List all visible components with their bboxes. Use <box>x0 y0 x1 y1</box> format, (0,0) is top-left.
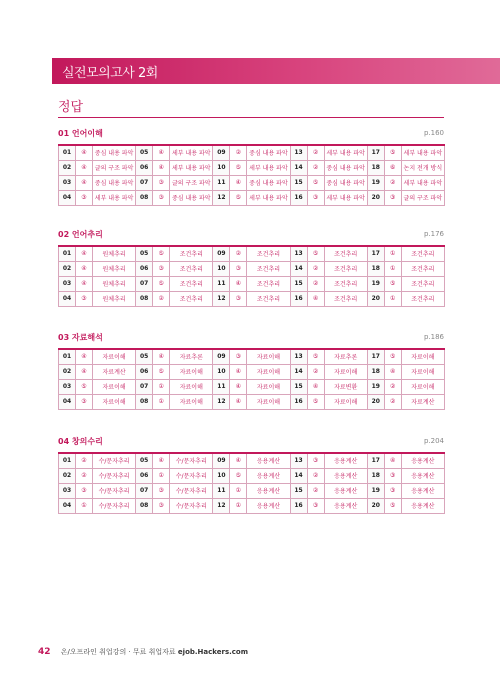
answer-choice: ⑤ <box>153 364 170 379</box>
question-number: 15 <box>290 276 307 291</box>
question-type: 응용계산 <box>401 498 444 513</box>
question-number: 04 <box>59 190 76 205</box>
answer-choice: ③ <box>76 394 93 409</box>
answer-choice: ① <box>76 498 93 513</box>
answer-choice: ② <box>307 145 324 160</box>
question-number: 06 <box>136 160 153 175</box>
answer-choice: ④ <box>153 349 170 364</box>
question-number: 03 <box>59 483 76 498</box>
answer-choice: ③ <box>384 468 401 483</box>
question-number: 11 <box>213 379 230 394</box>
answer-choice: ② <box>230 246 247 261</box>
answer-choice: ③ <box>76 291 93 306</box>
question-number: 13 <box>290 145 307 160</box>
question-number: 17 <box>367 453 384 468</box>
question-number: 18 <box>367 261 384 276</box>
section-creative-math <box>58 436 444 514</box>
question-number: 19 <box>367 175 384 190</box>
section-page-ref: p.186 <box>423 333 444 341</box>
question-type: 응용계산 <box>324 468 367 483</box>
question-type: 조건추리 <box>401 246 444 261</box>
answer-choice: ⑤ <box>307 246 324 261</box>
answer-choice: ④ <box>76 175 93 190</box>
table-row <box>59 468 445 483</box>
question-number: 11 <box>213 276 230 291</box>
answer-choice: ④ <box>76 276 93 291</box>
question-type: 조건추리 <box>401 261 444 276</box>
banner-title: 실전모의고사 2회 <box>62 66 158 81</box>
question-type: 조건추리 <box>170 246 213 261</box>
answer-choice: ① <box>230 483 247 498</box>
question-type: 자료이해 <box>401 349 444 364</box>
answer-table <box>58 245 445 307</box>
table-row <box>59 175 445 190</box>
question-number: 04 <box>59 498 76 513</box>
question-number: 11 <box>213 483 230 498</box>
question-number: 20 <box>367 190 384 205</box>
question-number: 14 <box>290 160 307 175</box>
answer-choice: ④ <box>76 160 93 175</box>
answer-choice: ⑤ <box>384 349 401 364</box>
question-number: 03 <box>59 276 76 291</box>
answer-choice: ④ <box>384 364 401 379</box>
question-number: 20 <box>367 394 384 409</box>
question-number: 17 <box>367 145 384 160</box>
question-type: 글의 구조 파악 <box>401 190 444 205</box>
question-number: 01 <box>59 246 76 261</box>
question-type: 응용계산 <box>247 498 290 513</box>
question-type: 자료이해 <box>170 379 213 394</box>
question-number: 16 <box>290 498 307 513</box>
section-data-interpretation <box>58 332 444 410</box>
question-type: 중심 내용 파악 <box>93 145 136 160</box>
question-type: 응용계산 <box>401 468 444 483</box>
answer-choice: ② <box>384 379 401 394</box>
question-number: 02 <box>59 468 76 483</box>
answer-choice: ④ <box>153 453 170 468</box>
question-type: 조건추리 <box>170 261 213 276</box>
question-number: 10 <box>213 160 230 175</box>
question-type: 조건추리 <box>324 246 367 261</box>
question-type: 원체추리 <box>93 276 136 291</box>
question-type: 조건추리 <box>170 276 213 291</box>
question-type: 자료이해 <box>93 349 136 364</box>
question-number: 17 <box>367 349 384 364</box>
question-number: 04 <box>59 291 76 306</box>
question-type: 자료계산 <box>93 364 136 379</box>
answer-choice: ④ <box>153 160 170 175</box>
answer-choice: ① <box>153 379 170 394</box>
page-footer <box>38 647 248 657</box>
answer-choice: ① <box>153 468 170 483</box>
answer-choice: ④ <box>76 261 93 276</box>
question-number: 13 <box>290 453 307 468</box>
question-number: 05 <box>136 349 153 364</box>
answer-choice: ② <box>307 364 324 379</box>
answer-choice: ⑤ <box>76 379 93 394</box>
question-type: 자료추론 <box>170 349 213 364</box>
question-number: 12 <box>213 498 230 513</box>
question-number: 14 <box>290 364 307 379</box>
question-type: 조건추리 <box>401 291 444 306</box>
question-number: 10 <box>213 364 230 379</box>
question-type: 조건추리 <box>247 276 290 291</box>
answer-choice: ② <box>230 145 247 160</box>
question-type: 수/문자추리 <box>170 483 213 498</box>
question-type: 자료추론 <box>324 349 367 364</box>
answer-choice: ② <box>384 175 401 190</box>
section-language-comprehension <box>58 128 444 206</box>
question-number: 12 <box>213 190 230 205</box>
answer-choice: ⑤ <box>153 246 170 261</box>
question-type: 글의 구조 파악 <box>170 175 213 190</box>
answer-choice: ⑤ <box>384 498 401 513</box>
answer-choice: ② <box>307 261 324 276</box>
question-number: 13 <box>290 246 307 261</box>
question-type: 수/문자추리 <box>170 498 213 513</box>
section-page-ref: p.176 <box>423 230 444 238</box>
table-row <box>59 246 445 261</box>
question-number: 12 <box>213 394 230 409</box>
answer-choice: ③ <box>153 190 170 205</box>
section-title: 01 언어이해 <box>58 129 103 138</box>
answer-choice: ② <box>153 291 170 306</box>
table-row <box>59 261 445 276</box>
answer-choice: ③ <box>230 349 247 364</box>
answer-choice: ⑤ <box>153 276 170 291</box>
answer-choice: ④ <box>76 364 93 379</box>
question-number: 13 <box>290 349 307 364</box>
table-row <box>59 364 445 379</box>
table-row <box>59 291 445 306</box>
answer-choice: ③ <box>153 498 170 513</box>
question-type: 조건추리 <box>324 276 367 291</box>
question-type: 자료이해 <box>324 364 367 379</box>
question-type: 중심 내용 파악 <box>324 160 367 175</box>
question-type: 조건추리 <box>170 291 213 306</box>
question-number: 18 <box>367 160 384 175</box>
table-row <box>59 483 445 498</box>
answer-choice: ⑤ <box>230 190 247 205</box>
question-type: 자료변환 <box>324 379 367 394</box>
answer-choice: ② <box>76 468 93 483</box>
answer-heading: 정답 <box>58 100 84 115</box>
question-type: 세부 내용 파악 <box>324 145 367 160</box>
question-number: 05 <box>136 246 153 261</box>
question-number: 07 <box>136 276 153 291</box>
question-type: 세부 내용 파악 <box>401 145 444 160</box>
answer-choice: ④ <box>76 145 93 160</box>
question-type: 세부 내용 파악 <box>247 160 290 175</box>
question-number: 16 <box>290 394 307 409</box>
question-type: 응용계산 <box>401 483 444 498</box>
question-type: 응용계산 <box>247 453 290 468</box>
question-type: 수/문자추리 <box>93 468 136 483</box>
answer-choice: ② <box>307 276 324 291</box>
question-number: 15 <box>290 483 307 498</box>
question-number: 09 <box>213 349 230 364</box>
table-row <box>59 145 445 160</box>
question-type: 자료이해 <box>401 379 444 394</box>
answer-choice: ① <box>384 261 401 276</box>
answer-choice: ⑤ <box>384 276 401 291</box>
question-type: 자료이해 <box>247 379 290 394</box>
question-number: 09 <box>213 246 230 261</box>
page-number: 42 <box>38 647 51 657</box>
question-number: 06 <box>136 261 153 276</box>
question-type: 조건추리 <box>247 261 290 276</box>
question-type: 세부 내용 파악 <box>170 145 213 160</box>
question-number: 01 <box>59 145 76 160</box>
answer-choice: ① <box>384 246 401 261</box>
table-row <box>59 394 445 409</box>
section-page-ref: p.204 <box>423 437 444 445</box>
question-type: 원체추리 <box>93 291 136 306</box>
question-type: 수/문자추리 <box>93 453 136 468</box>
answer-choice: ② <box>307 468 324 483</box>
section-page-ref: p.160 <box>423 129 444 137</box>
question-type: 원체추리 <box>93 261 136 276</box>
answer-choice: ⑤ <box>230 160 247 175</box>
question-number: 09 <box>213 453 230 468</box>
answer-choice: ③ <box>307 453 324 468</box>
question-type: 수/문자추리 <box>93 498 136 513</box>
answer-choice: ④ <box>307 379 324 394</box>
question-number: 18 <box>367 364 384 379</box>
question-type: 조건추리 <box>247 291 290 306</box>
question-number: 08 <box>136 394 153 409</box>
question-type: 자료이해 <box>401 364 444 379</box>
answer-choice: ⑤ <box>384 145 401 160</box>
question-number: 17 <box>367 246 384 261</box>
question-number: 06 <box>136 364 153 379</box>
section-title: 03 자료해석 <box>58 333 103 342</box>
question-number: 14 <box>290 468 307 483</box>
section-header <box>58 229 444 245</box>
question-type: 자료이해 <box>93 394 136 409</box>
answer-choice: ③ <box>153 483 170 498</box>
question-type: 세부 내용 파악 <box>170 160 213 175</box>
answer-choice: ③ <box>230 291 247 306</box>
table-row <box>59 498 445 513</box>
question-number: 19 <box>367 276 384 291</box>
question-number: 20 <box>367 291 384 306</box>
question-type: 중심 내용 파악 <box>170 190 213 205</box>
answer-choice: ② <box>307 160 324 175</box>
answer-choice: ③ <box>307 498 324 513</box>
answer-table <box>58 144 445 206</box>
answer-choice: ⑤ <box>307 175 324 190</box>
question-type: 중심 내용 파악 <box>247 145 290 160</box>
question-number: 05 <box>136 145 153 160</box>
question-type: 자료이해 <box>247 394 290 409</box>
question-type: 수/문자추리 <box>170 468 213 483</box>
question-type: 조건추리 <box>324 291 367 306</box>
answer-choice: ④ <box>76 349 93 364</box>
answer-choice: ① <box>153 394 170 409</box>
question-type: 응용계산 <box>324 483 367 498</box>
question-number: 11 <box>213 175 230 190</box>
table-row <box>59 379 445 394</box>
answer-choice: ① <box>230 498 247 513</box>
question-type: 수/문자추리 <box>170 453 213 468</box>
question-number: 07 <box>136 379 153 394</box>
footer-site: ejob.Hackers.com <box>177 648 249 656</box>
question-type: 응용계산 <box>247 468 290 483</box>
question-number: 02 <box>59 261 76 276</box>
answer-choice: ④ <box>307 291 324 306</box>
question-number: 20 <box>367 498 384 513</box>
answer-choice: ⑥ <box>384 160 401 175</box>
question-type: 자료이해 <box>324 394 367 409</box>
answer-choice: ④ <box>153 145 170 160</box>
question-number: 04 <box>59 394 76 409</box>
footer-text: 온/오프라인 취업강의 · 무료 취업자료 <box>60 648 176 656</box>
answer-choice: ④ <box>230 364 247 379</box>
question-number: 03 <box>59 175 76 190</box>
question-type: 세부 내용 파악 <box>247 190 290 205</box>
question-number: 08 <box>136 291 153 306</box>
question-number: 15 <box>290 379 307 394</box>
question-number: 01 <box>59 349 76 364</box>
question-type: 자료이해 <box>93 379 136 394</box>
question-number: 15 <box>290 175 307 190</box>
question-number: 09 <box>213 145 230 160</box>
table-row <box>59 276 445 291</box>
answer-divider <box>58 117 444 118</box>
answer-table <box>58 452 445 514</box>
question-number: 06 <box>136 468 153 483</box>
question-number: 16 <box>290 190 307 205</box>
question-type: 조건추리 <box>247 246 290 261</box>
answer-choice: ③ <box>384 190 401 205</box>
question-number: 10 <box>213 261 230 276</box>
question-number: 14 <box>290 261 307 276</box>
question-type: 응용계산 <box>401 453 444 468</box>
question-type: 자료이해 <box>247 349 290 364</box>
section-header <box>58 332 444 348</box>
answer-choice: ③ <box>153 261 170 276</box>
answer-choice: ③ <box>384 483 401 498</box>
question-type: 중심 내용 파악 <box>93 175 136 190</box>
section-header <box>58 436 444 452</box>
answer-choice: ⑤ <box>307 349 324 364</box>
answer-choice: ⑤ <box>230 468 247 483</box>
question-number: 07 <box>136 483 153 498</box>
question-type: 자료이해 <box>170 364 213 379</box>
question-number: 19 <box>367 379 384 394</box>
question-number: 03 <box>59 379 76 394</box>
question-type: 응용계산 <box>247 483 290 498</box>
question-type: 중심 내용 파악 <box>324 175 367 190</box>
question-type: 응용계산 <box>324 498 367 513</box>
table-row <box>59 160 445 175</box>
question-type: 원체추리 <box>93 246 136 261</box>
table-row <box>59 190 445 205</box>
question-number: 08 <box>136 498 153 513</box>
answer-choice: ② <box>307 483 324 498</box>
question-type: 세부 내용 파악 <box>401 175 444 190</box>
answer-table <box>58 348 445 410</box>
answer-choice: ③ <box>307 190 324 205</box>
table-row <box>59 349 445 364</box>
question-number: 18 <box>367 468 384 483</box>
question-type: 조건추리 <box>401 276 444 291</box>
question-type: 수/문자추리 <box>93 483 136 498</box>
table-row <box>59 453 445 468</box>
answer-choice: ④ <box>230 394 247 409</box>
question-number: 10 <box>213 468 230 483</box>
question-type: 글의 구조 파악 <box>93 160 136 175</box>
answer-choice: ④ <box>76 246 93 261</box>
answer-choice: ③ <box>153 175 170 190</box>
section-language-reasoning <box>58 229 444 307</box>
question-type: 응용계산 <box>324 453 367 468</box>
question-type: 세부 내용 파악 <box>324 190 367 205</box>
question-type: 자료계산 <box>401 394 444 409</box>
answer-choice: ④ <box>384 453 401 468</box>
section-title: 04 창의수리 <box>58 437 103 446</box>
answer-choice: ④ <box>230 175 247 190</box>
answer-choice: ④ <box>230 379 247 394</box>
section-header <box>58 128 444 144</box>
answer-choice: ③ <box>76 483 93 498</box>
question-number: 05 <box>136 453 153 468</box>
answer-choice: ④ <box>230 453 247 468</box>
question-type: 세부 내용 파악 <box>93 190 136 205</box>
question-number: 02 <box>59 364 76 379</box>
answer-choice: ③ <box>230 261 247 276</box>
answer-choice: ④ <box>230 276 247 291</box>
section-title: 02 언어추리 <box>58 230 103 239</box>
answer-choice: ③ <box>76 190 93 205</box>
question-type: 논지 전개 방식 <box>401 160 444 175</box>
question-number: 02 <box>59 160 76 175</box>
question-type: 조건추리 <box>324 261 367 276</box>
question-number: 01 <box>59 453 76 468</box>
question-type: 중심 내용 파악 <box>247 175 290 190</box>
question-number: 16 <box>290 291 307 306</box>
answer-choice: ② <box>76 453 93 468</box>
answer-choice: ⑤ <box>307 394 324 409</box>
question-number: 19 <box>367 483 384 498</box>
question-type: 자료이해 <box>247 364 290 379</box>
question-number: 08 <box>136 190 153 205</box>
answer-choice: ② <box>384 394 401 409</box>
question-number: 12 <box>213 291 230 306</box>
question-type: 자료이해 <box>170 394 213 409</box>
question-number: 07 <box>136 175 153 190</box>
answer-choice: ① <box>384 291 401 306</box>
